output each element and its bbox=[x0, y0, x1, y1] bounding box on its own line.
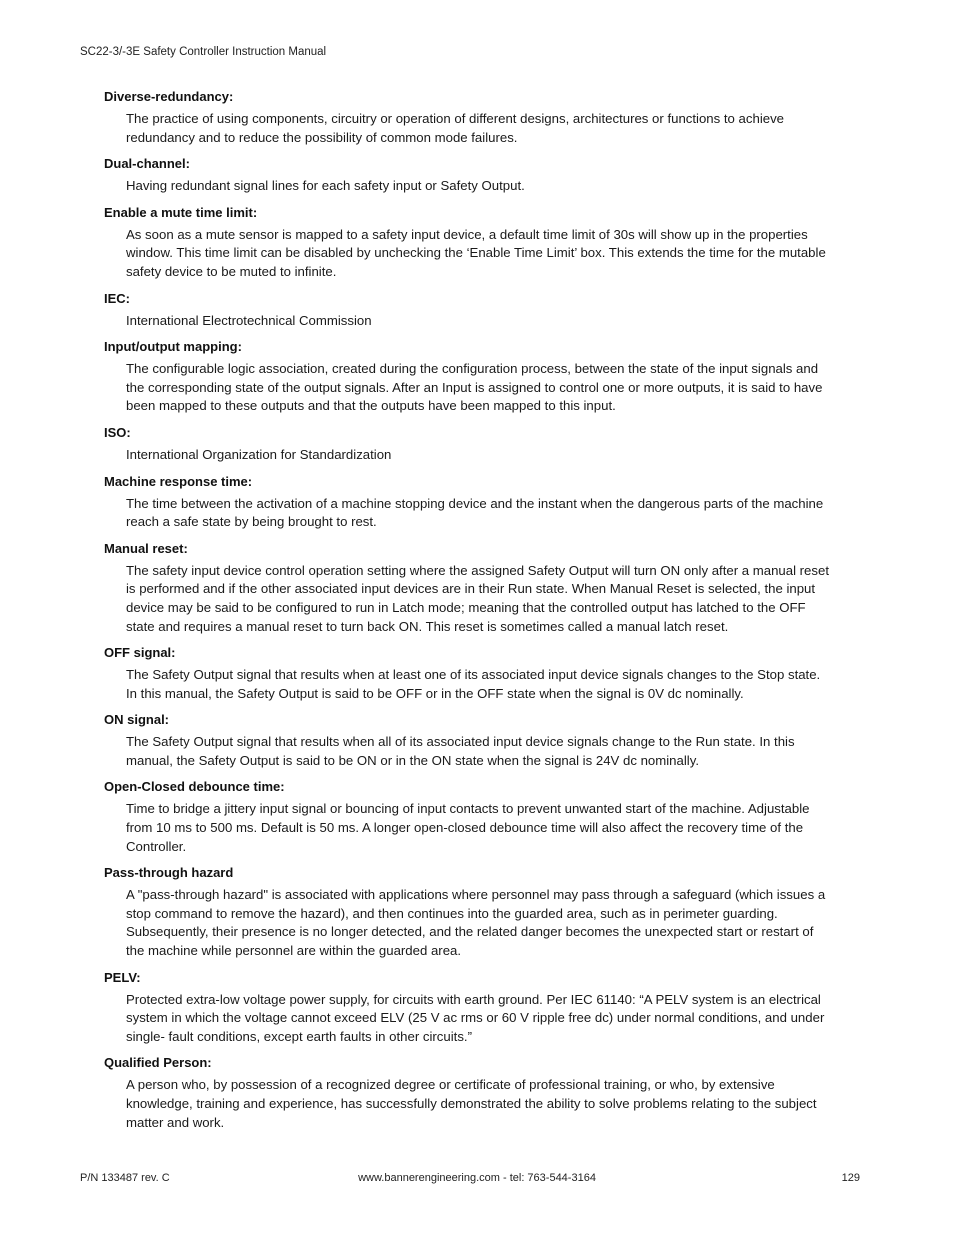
glossary-definition: The practice of using components, circuitry or operation of different designs, architectures or functions to achieve redundancy and to reduce the possibility of common mode failures. bbox=[126, 111, 785, 145]
footer-part-number: P/N 133487 rev. C bbox=[80, 1172, 170, 1184]
glossary-definition: The Safety Output signal that results when all of its associated input device signals change to the Run state. In this manual, the Safety Output is said to be ON or in the ON state when the signal is 24V dc nominally. bbox=[126, 734, 795, 768]
glossary-definition: Protected extra-low voltage power supply, for circuits with earth ground. Per IEC 61140: “A PELV system is an electrical system in which the voltage cannot exceed ELV (25 V ac rms or 60 V ripple free dc) under normal conditions, and under single- fault conditions, except earth faults in other circuits.” bbox=[126, 991, 825, 1044]
footer-page-number: 129 bbox=[841, 1172, 860, 1184]
glossary-entry-on-signal bbox=[104, 711, 834, 770]
glossary-definition: The safety input device control operation setting where the assigned Safety Output will turn ON only after a manual reset is performed and if the other associated input devices are in their Run state. When Manual Reset is selected, the input device may be said to be configured to run in Latch mode; meaning that the controlled output has latched to the OFF state and requires a manual reset to turn back ON. This reset is sometimes called a manual latch reset. bbox=[126, 562, 829, 634]
glossary-definition: A "pass-through hazard" is associated with applications where personnel may pass through a safeguard (which issues a stop command to remove the hazard), and then continues into the guarded area, such as in perimeter guarding. Subsequently, their presence is no longer detected, and the related danger becomes the unexpected start or restart of the machine while personnel are within the guarded area. bbox=[126, 887, 826, 959]
glossary-definition: International Organization for Standardization bbox=[126, 446, 392, 462]
glossary-entry-iso bbox=[104, 424, 834, 465]
glossary-term: Pass-through hazard bbox=[104, 865, 234, 881]
glossary-term: Input/output mapping: bbox=[104, 339, 242, 355]
glossary-entry-off-signal bbox=[104, 644, 834, 703]
glossary-term: OFF signal: bbox=[104, 645, 176, 661]
glossary-term: Dual-channel: bbox=[104, 156, 190, 172]
glossary-definition: The Safety Output signal that results when at least one of its associated input device signals changes to the Stop state. In this manual, the Safety Output is said to be OFF or in the OFF state when the signal is 0V dc nominally. bbox=[126, 667, 821, 701]
glossary-entry-machine-response-time bbox=[104, 473, 834, 532]
glossary-term: Diverse-redundancy: bbox=[104, 89, 234, 104]
glossary-term: Machine response time: bbox=[104, 473, 253, 489]
glossary-entry-pelv bbox=[104, 969, 834, 1047]
glossary-definition: The time between the activation of a machine stopping device and the instant when the dangerous parts of the machine reach a safe state by being brought to rest. bbox=[126, 495, 824, 530]
glossary-term: Qualified Person: bbox=[104, 1055, 212, 1071]
glossary-entry-io-mapping bbox=[104, 338, 834, 416]
glossary-term: Enable a mute time limit: bbox=[104, 204, 258, 220]
glossary-definition: Time to bridge a jittery input signal or bouncing of input contacts to prevent unwanted start of the machine. Adjustable from 10 ms to 500 ms. Default is 50 ms. A longer open-closed debounce time will also affect the recovery time of the Controller. bbox=[126, 801, 810, 854]
glossary-definition: Having redundant signal lines for each safety input or Safety Output. bbox=[126, 178, 525, 194]
glossary-definition: As soon as a mute sensor is mapped to a safety input device, a default time limit of 30s will show up in the properties window. This time limit can be disabled by unchecking the ‘Enable Time Limit’ box. This extends the time for the mutable safety device to be muted to infinite. bbox=[126, 226, 826, 279]
glossary-content bbox=[104, 88, 834, 1140]
footer-contact: www.bannerengineering.com - tel: 763-544-3164 bbox=[358, 1172, 596, 1184]
glossary-term: Open-Closed debounce time: bbox=[104, 779, 285, 795]
page-header: SC22-3/-3E Safety Controller Instruction Manual bbox=[80, 46, 327, 58]
glossary-definition: A person who, by possession of a recognized degree or certificate of professional training, or who, by extensive knowledge, training and experience, has successfully demonstrated the ability to solve problems relating to the subject matter and work. bbox=[126, 1077, 817, 1130]
glossary-term: ISO: bbox=[104, 424, 131, 440]
glossary-entry-pass-through-hazard bbox=[104, 864, 834, 960]
glossary-definition: The configurable logic association, created during the configuration process, between the state of the input signals and the corresponding state of the output signals. After an Input is assigned to control one or more outputs, it is said to have been mapped to these outputs and that the outputs have been mapped to this input. bbox=[126, 361, 823, 414]
glossary-entry-debounce-time bbox=[104, 778, 834, 856]
glossary-entry-diverse-redundancy bbox=[104, 88, 834, 147]
glossary-entry-mute-time-limit bbox=[104, 204, 834, 282]
glossary-term: Manual reset: bbox=[104, 540, 188, 556]
glossary-entry-qualified-person bbox=[104, 1054, 834, 1132]
glossary-entry-dual-channel bbox=[104, 155, 834, 196]
glossary-term: PELV: bbox=[104, 969, 141, 985]
glossary-entry-manual-reset bbox=[104, 540, 834, 636]
glossary-term: ON signal: bbox=[104, 712, 170, 728]
glossary-definition: International Electrotechnical Commission bbox=[126, 312, 372, 328]
glossary-term: IEC: bbox=[104, 290, 130, 306]
glossary-entry-iec bbox=[104, 290, 834, 331]
